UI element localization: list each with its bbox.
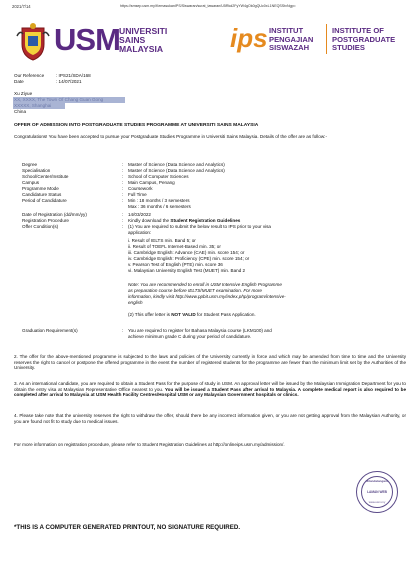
paragraph-3-bold: You will be issued a Student Pass after arrival to Malaysia. A complete medical report is also required to be completed after arrival to Malaysia at USM Health Facility Centres/Hospital USM or any Malaysian Government hospitals or clinics.: [14, 386, 406, 398]
stamp-middle-text: LAMAN WEB: [367, 490, 387, 494]
detail-value: Min : 18 months / 3 semesters: [128, 198, 190, 203]
detail-label: Programme Mode: [22, 186, 59, 191]
detail-value: Max : 36 months / 6 semesters: [128, 204, 191, 209]
condition-item: v. Pearson Test of English (PTE) min. score 36: [128, 262, 223, 267]
detail-value: Master of Science (Data Science and Analytics): [128, 168, 225, 173]
print-date: 2021/7/14: [12, 4, 31, 9]
condition-item: iii. Cambridge English: Advance (CAE) min. score 154; or: [128, 250, 245, 255]
paragraph-5: For more information on registration procedure, please refer to Student Registration Guidelines at http://onlineips.usm.my/admission/.: [14, 442, 285, 447]
usm-name-line1: UNIVERSITI: [119, 26, 168, 36]
stamp-bottom-text: www.usm.my: [368, 500, 386, 504]
detail-label: Specialisation: [22, 168, 51, 173]
condition-2: [128, 312, 256, 318]
note-line: information, kindly visit http://www.ppbit.usm.my/index.php/program/intensive-: [128, 294, 286, 299]
ips-malay-line1: INSTITUT: [269, 26, 304, 35]
stamp-top-text: ditandatangani: [366, 479, 388, 483]
detail-label: Graduation Requirement(s): [22, 328, 78, 333]
graduation-line2: achieve minimum grade C during your period of candidature.: [128, 334, 252, 339]
condition-1-line2: application:: [128, 230, 152, 235]
address-line1: XX, XXXX, The Town Of Chang Guan Gong: [14, 97, 104, 102]
usm-logo-text: USM: [54, 22, 120, 57]
condition-1-line1: (1) You are required to submit the below result to IPS prior to your visa: [128, 224, 271, 229]
condition-2-suffix: for Student Pass Application.: [195, 312, 256, 317]
detail-row-registration-procedure: Registration Procedure : Kindly download the Student Registration Guidelines: [22, 218, 241, 223]
detail-row-campus: Campus : Main Campus, Penang: [22, 180, 175, 185]
detail-row-status: Candidature Status : Full Time: [22, 192, 147, 197]
usm-crest-icon: [16, 22, 50, 62]
detail-row-period-max: [22, 204, 398, 210]
detail-row-period: Period of Candidature : Min : 18 months / 3 semesters: [22, 198, 190, 203]
note-line: Note: You are recommended to enroll in USM Intensive English Programme: [128, 282, 282, 287]
detail-value: Coursework: [128, 186, 153, 191]
ips-malay-line3: SISWAZAH: [269, 43, 310, 53]
recipient-name: Xu Ziyue: [14, 91, 33, 96]
registration-text: Kindly download the: [128, 218, 171, 223]
paragraph-2: 2. The offer for the above-mentioned programme is subjected to the laws and policies of the University currently in force and which may be amended from time to time and the University reserves the right to cancel or postpone the offered programme in the event the number of registered students for the programme are fewer than the minimum limit set by the Authorities of the University.: [14, 354, 406, 371]
detail-label: School/Center/Institute: [22, 174, 69, 179]
date-label: Date: [14, 79, 24, 84]
detail-value: [128, 218, 240, 224]
detail-row-specialisation: Specialisation : Master of Science (Data Science and Analytics): [22, 168, 225, 173]
paragraph-4: 4. Please take note that the university reserves the right to withdraw the offer, should there be any incorrect information given, or you are not getting approval from the Malaysian Authority, or you are found not fit to study due to medical issues.: [14, 413, 406, 424]
footer-notice: *THIS IS A COMPUTER GENERATED PRINTOUT, NO SIGNATURE REQUIRED.: [14, 524, 241, 531]
our-reference-label: Our Reference: [14, 73, 45, 78]
detail-label: Candidature Status: [22, 192, 62, 197]
paragraph-3-text: 3. As an international candidate, you are required to obtain a Student Pass for the purpose of study in USM. An approval letter will be issued by the Malaysian Immigration Department for you to obtain the entry visa at Malaysian Representative Office nearest to you.: [14, 381, 406, 392]
detail-label: Registration Procedure: [22, 218, 69, 223]
address-line2: XXXXX, Shanghai: [14, 103, 52, 108]
offer-title: OFFER OF ADMISSION INTO POSTGRADUATE STUDIES PROGRAMME AT UNIVERSITI SAINS MALAYSIA: [14, 123, 259, 128]
detail-value: Master of Science (Data Science and Analytics): [128, 162, 225, 167]
detail-row-graduation: Graduation Requirement(s) : You are required to register for Bahasa Malaysia course (LKM100) and: [22, 328, 272, 333]
condition-item: i. Result of IELTS min. Band 5; or: [128, 238, 196, 243]
condition-item: iv. Cambridge English: Proficiency (CPE) min. score 154; or: [128, 256, 250, 261]
detail-value: Main Campus, Penang: [128, 180, 175, 185]
detail-label: Campus: [22, 180, 40, 185]
detail-row-registration-date: Date of Registration (dd/mm/yy) : 14/03/2022: [22, 212, 151, 217]
detail-label: Degree: [22, 162, 38, 167]
detail-label: Date of Registration (dd/mm/yy): [22, 212, 87, 217]
condition-2-bold: NOT VALID: [171, 312, 196, 317]
detail-row-degree: Degree : Master of Science (Data Science and Analytics): [22, 162, 225, 167]
usm-name-line2: SAINS: [119, 35, 146, 45]
graduation-line1: You are required to register for Bahasa Malaysia course (LKM100) and: [128, 328, 272, 333]
registration-guidelines-link[interactable]: Student Registration Guidelines: [170, 218, 241, 223]
ips-en-line2: POSTGRADUATE: [332, 34, 396, 44]
note-line: as preparation course before IELTS/MUET examination. For more: [128, 288, 262, 293]
detail-row-school: School/Center/Institute : School of Computer Sciences: [22, 174, 189, 179]
print-url: https://smsep.usm.my/KemasukanIPS/Siswaran/surat_tawaran/U5Rkd2FyYW4gOk0gQUc0xL1NEQSStxNgp=: [120, 4, 296, 8]
detail-value: School of Computer Sciences: [128, 174, 189, 179]
official-stamp: [356, 471, 398, 513]
letterhead: [16, 20, 400, 64]
detail-row-offer-condition: Offer Condition(s) : (1) You are required to submit the below result to IPS prior to your visa: [22, 224, 271, 229]
condition-item: ii. Result of TOEFL Internet-Based min. 35; or: [128, 244, 221, 249]
paragraph-3: [14, 381, 406, 398]
condition-item: vi. Malaysian University English Test (MUET) min. Band 2: [128, 268, 246, 273]
address-country: China: [14, 109, 27, 114]
usm-name-line3: MALAYSIA: [119, 44, 164, 54]
detail-row-mode: Programme Mode : Coursework: [22, 186, 153, 191]
note-line: english: [128, 300, 143, 305]
detail-label: Period of Candidature: [22, 198, 67, 203]
our-reference-value: : IPS21/SDA/168: [56, 73, 91, 78]
condition-2-prefix: (2) This offer letter is: [128, 312, 172, 317]
detail-value: Full Time: [128, 192, 147, 197]
intro-paragraph: Congratulations! You have been accepted to pursue your Postgraduate Studies Programme in Universiti Sains Malaysia. Details of the offer are as follow:-: [14, 134, 327, 139]
ips-malay-line2: PENGAJIAN: [269, 34, 314, 44]
date-value: : 14/07/2021: [56, 79, 82, 84]
ips-divider: [326, 24, 327, 54]
ips-en-line3: STUDIES: [332, 43, 365, 53]
ips-logo-text: ips: [230, 23, 268, 53]
detail-value: 14/03/2022: [128, 212, 151, 217]
ips-en-line1: INSTITUTE OF: [332, 26, 384, 35]
detail-label: Offer Condition(s): [22, 224, 59, 229]
